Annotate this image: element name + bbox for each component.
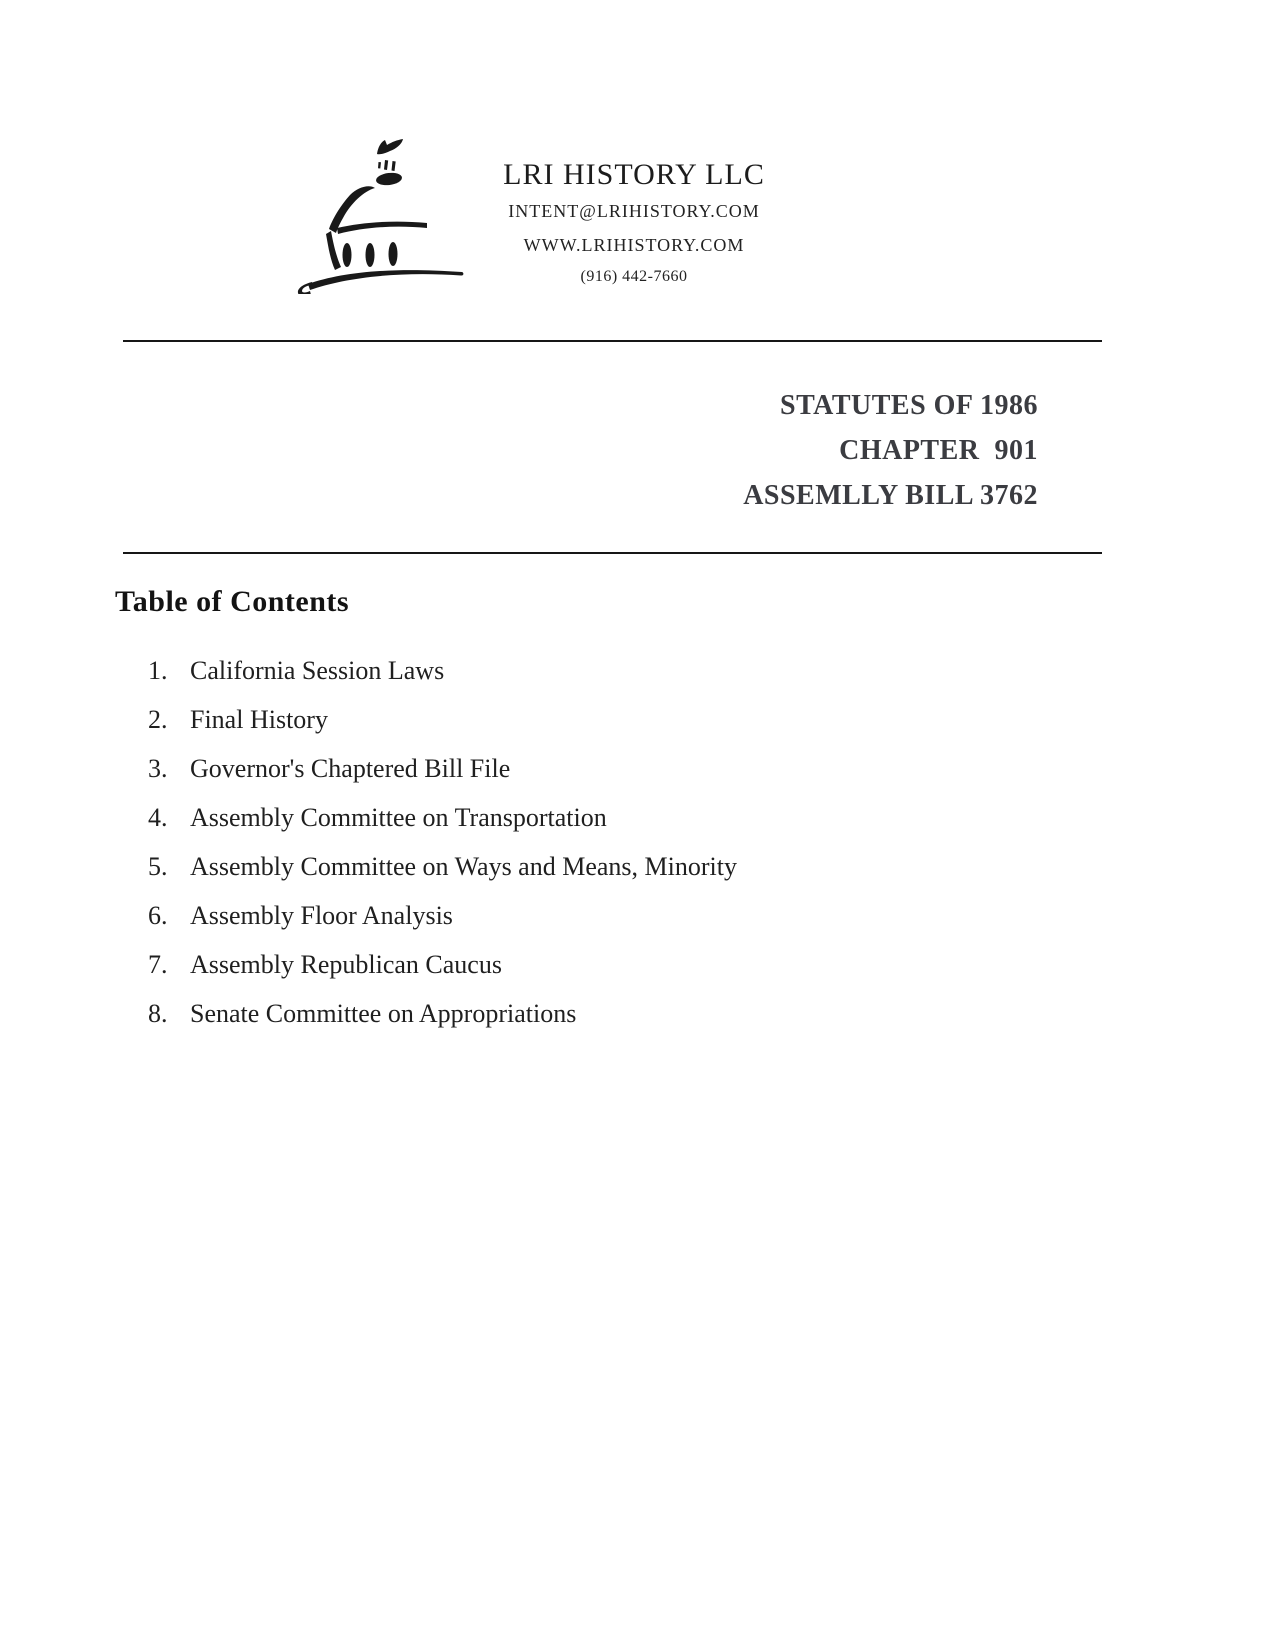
toc-item <box>148 744 737 793</box>
toc-item-number: 5. <box>148 852 168 881</box>
horizontal-rule-top <box>123 340 1102 342</box>
toc-item <box>148 695 737 744</box>
toc-item-label: Assembly Floor Analysis <box>190 901 453 930</box>
toc-item <box>148 842 737 891</box>
toc-item <box>148 793 737 842</box>
toc-item-label: Senate Committee on Appropriations <box>190 999 577 1028</box>
statute-year-line: STATUTES OF 1986 <box>780 390 1038 421</box>
letterhead <box>419 156 849 292</box>
toc-item-number: 3. <box>148 754 168 783</box>
toc-item-number: 6. <box>148 901 168 930</box>
toc-item-label: Assembly Committee on Transportation <box>190 803 607 832</box>
toc-item-number: 4. <box>148 803 168 832</box>
toc-heading: Table of Contents <box>115 585 350 618</box>
toc-item-label: California Session Laws <box>190 656 445 685</box>
toc-item <box>148 940 737 989</box>
statute-bill-line: ASSEMLLY BILL 3762 <box>743 480 1038 511</box>
toc-item-label: Governor's Chaptered Bill File <box>190 754 511 783</box>
statute-chapter-line: CHAPTER 901 <box>839 435 1038 466</box>
company-name: LRI HISTORY LLC <box>503 158 765 191</box>
statute-title-block <box>743 383 1038 518</box>
horizontal-rule-bottom <box>123 552 1102 554</box>
company-email: INTENT@LRIHISTORY.COM <box>508 201 760 221</box>
toc-list <box>148 646 737 1038</box>
toc-item-number: 7. <box>148 950 168 979</box>
toc-item <box>148 989 737 1038</box>
toc-item-number: 8. <box>148 999 168 1028</box>
company-phone: (916) 442-7660 <box>580 268 688 285</box>
toc-item-number: 2. <box>148 705 168 734</box>
toc-item-label: Assembly Republican Caucus <box>190 950 502 979</box>
toc-item-number: 1. <box>148 656 168 685</box>
company-website: WWW.LRIHISTORY.COM <box>523 235 745 255</box>
toc-item-label: Final History <box>190 705 328 734</box>
toc-item <box>148 891 737 940</box>
toc-item-label: Assembly Committee on Ways and Means, Minority <box>190 852 737 881</box>
toc-item <box>148 646 737 695</box>
